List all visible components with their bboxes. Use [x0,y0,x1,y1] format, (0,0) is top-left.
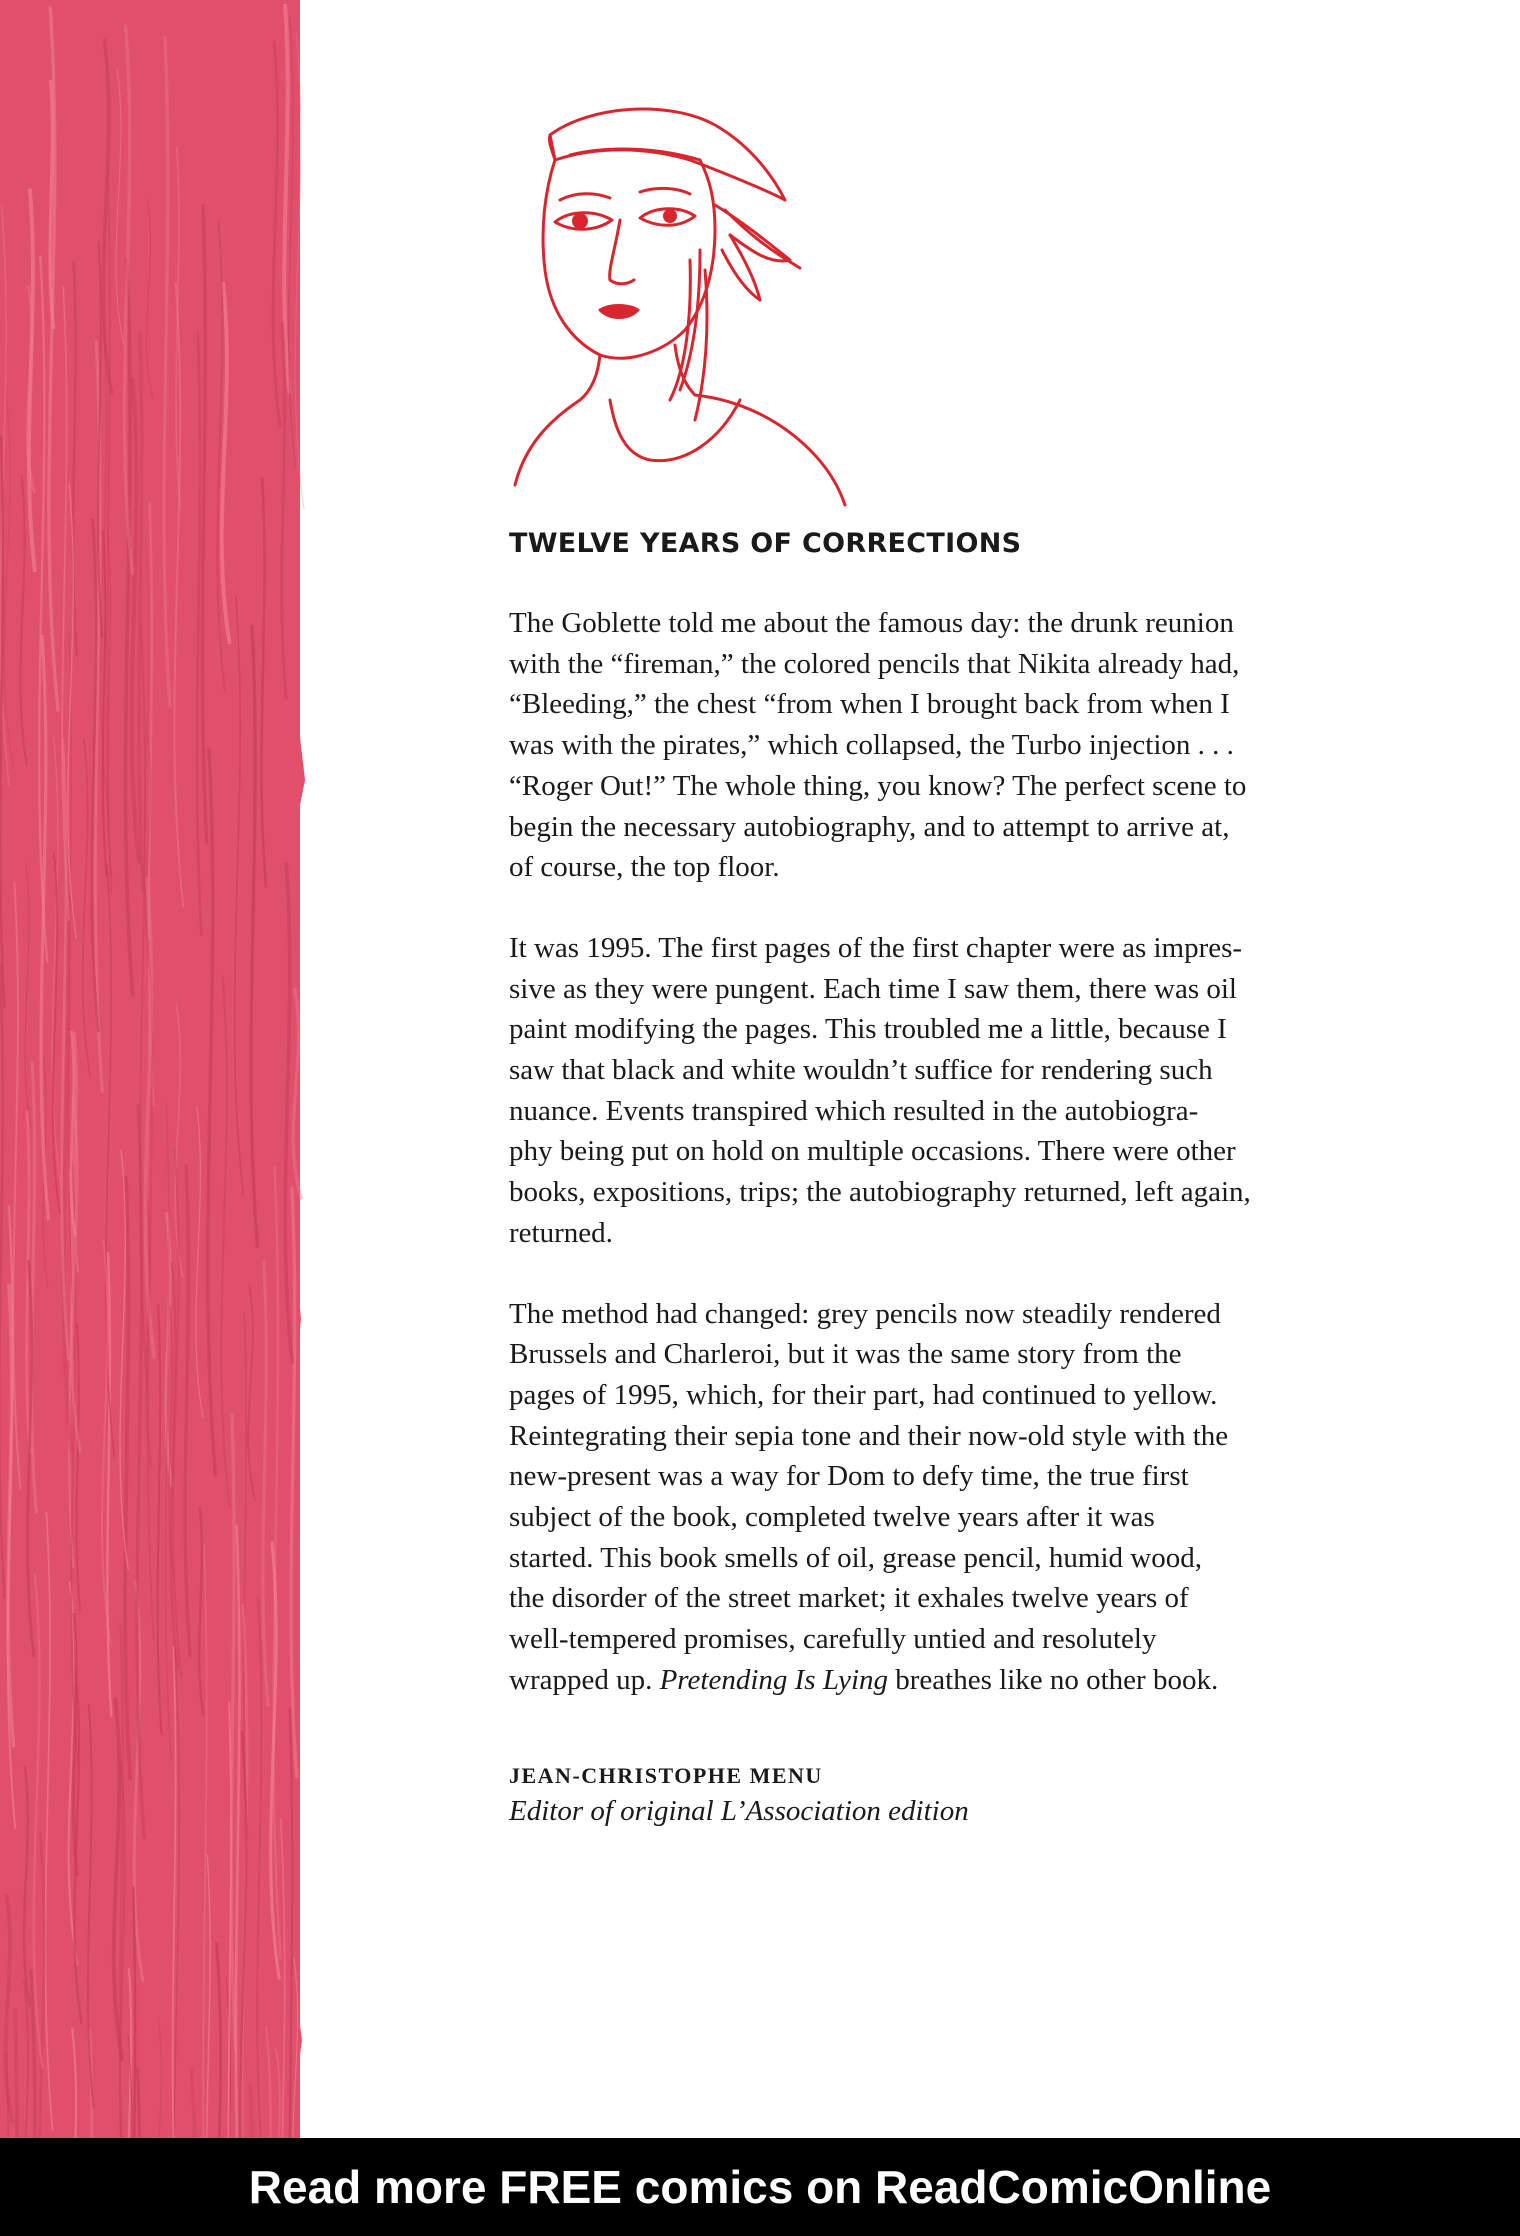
text-line: saw that black and white wouldn’t suffice for rendering such [509,1054,1213,1087]
article-heading: TWELVE YEARS OF CORRECTIONS [509,528,1022,559]
text-line: “Bleeding,” the chest “from when I brought back from when I [509,688,1230,721]
text-line: started. This book smells of oil, grease pencil, humid wood, [509,1541,1202,1574]
text-line: books, expositions, trips; the autobiography returned, left again, [509,1176,1251,1209]
text-line-last [509,1660,1339,1701]
article [509,528,1339,1828]
text-line: begin the necessary autobiography, and to attempt to arrive at, [509,810,1230,843]
text-line: the disorder of the street market; it exhales twelve years of [509,1582,1189,1615]
text-line: with the “fireman,” the colored pencils that Nikita already had, [509,647,1240,680]
author-role: Editor of original L’Association edition [509,1794,969,1827]
text-line: well-tempered promises, carefully untied and resolutely [509,1623,1157,1656]
text-line: “Roger Out!” The whole thing, you know? The perfect scene to [509,769,1247,802]
promo-banner[interactable] [0,2138,1520,2236]
text-line: paint modifying the pages. This troubled me a little, because I [509,1013,1227,1046]
text-suffix: breathes like no other book. [888,1663,1219,1696]
text-line: phy being put on hold on multiple occasions. There were other [509,1135,1236,1168]
text-line: of course, the top floor. [509,851,780,884]
text-line: subject of the book, completed twelve years after it was [509,1501,1155,1534]
paragraph-3 [509,1294,1339,1701]
text-line: The method had changed: grey pencils now steadily rendered [509,1297,1221,1330]
book-title: Pretending Is Lying [659,1663,889,1696]
text-line: pages of 1995, which, for their part, had continued to yellow. [509,1378,1218,1411]
decorative-red-band [0,0,330,2138]
red-scribble-texture [0,0,330,2138]
text-line: It was 1995. The first pages of the first chapter were as impres- [509,931,1243,964]
text-line: Brussels and Charleroi, but it was the same story from the [509,1338,1182,1371]
paragraph-2 [509,928,1339,1254]
text-line: Reintegrating their sepia tone and their now-old style with the [509,1419,1229,1452]
text-line: new-present was a way for Dom to defy time, the true first [509,1460,1189,1493]
text-line: was with the pirates,” which collapsed, the Turbo injection . . . [509,729,1234,762]
text-line: The Goblette told me about the famous day: the drunk reunion [509,607,1234,639]
portrait-illustration [500,100,900,510]
text-line: sive as they were pungent. Each time I saw them, there was oil [509,972,1237,1005]
promo-banner-text: Read more FREE comics on ReadComicOnline [248,2161,1272,2213]
text-line: returned. [509,1216,613,1249]
text-prefix: wrapped up. [509,1663,660,1696]
signature [509,1763,1339,1828]
paragraph-1 [509,603,1339,888]
text-line: nuance. Events transpired which resulted in the autobiogra- [509,1094,1199,1127]
woman-headscarf-drawing [500,100,900,510]
author-name: JEAN-CHRISTOPHE MENU [509,1762,823,1788]
